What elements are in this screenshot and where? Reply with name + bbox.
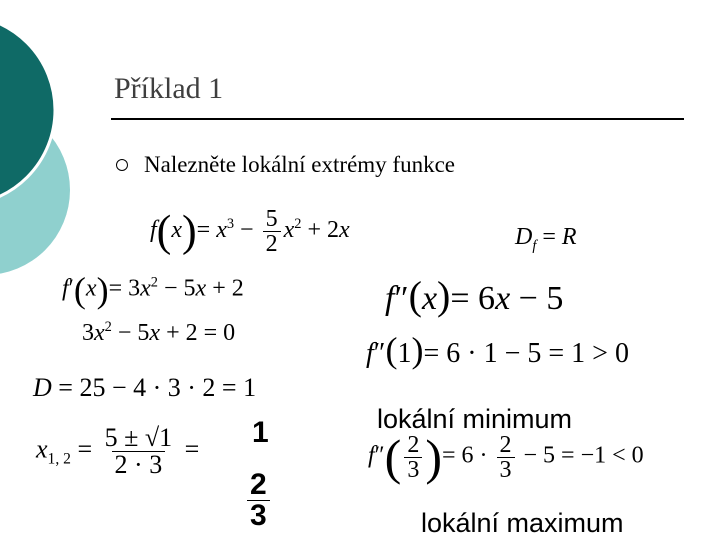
local-minimum-label: lokální minimum (377, 404, 573, 434)
quadratic-equation: $3x^2 - 5x + 2 = 0$ (82, 319, 236, 346)
discriminant: D = 25 − 4 · 3 · 2 = 1 (33, 373, 257, 402)
title-underline (111, 118, 684, 120)
second-derivative: f″(x)= 6x − 5 (385, 273, 564, 318)
second-derivative-at-1: f″(1)= 6 · 1 − 5 = 1 > 0 (366, 330, 629, 370)
decorative-circles (0, 0, 90, 300)
local-maximum-label: lokální maximum (421, 508, 624, 538)
bullet-icon (116, 159, 128, 171)
second-derivative-at-two-thirds: f″( $\frac{2}{3}$ )= 6 · $\frac{2}{3}$ − 5 = −1 < 0 (368, 429, 644, 485)
first-derivative: $f'(x)= 3x^2 - 5x + 2$ (62, 270, 244, 310)
root-one: 1 (252, 416, 269, 449)
domain: $D_f = R$ (515, 224, 577, 254)
function-definition: $f(x)= x^3$ − $\frac{5}{2}$ $x^2 + 2x$ (150, 206, 350, 257)
root-two-thirds: $\frac{2}{3}$ (244, 470, 273, 531)
slide-title: Příklad 1 (114, 72, 224, 105)
roots-formula: $x_{1, 2}$ = $\frac{5 \pm √1}{2 \cdot 3}$ = (36, 423, 200, 479)
task-text: Nalezněte lokální extrémy funkce (144, 152, 455, 177)
